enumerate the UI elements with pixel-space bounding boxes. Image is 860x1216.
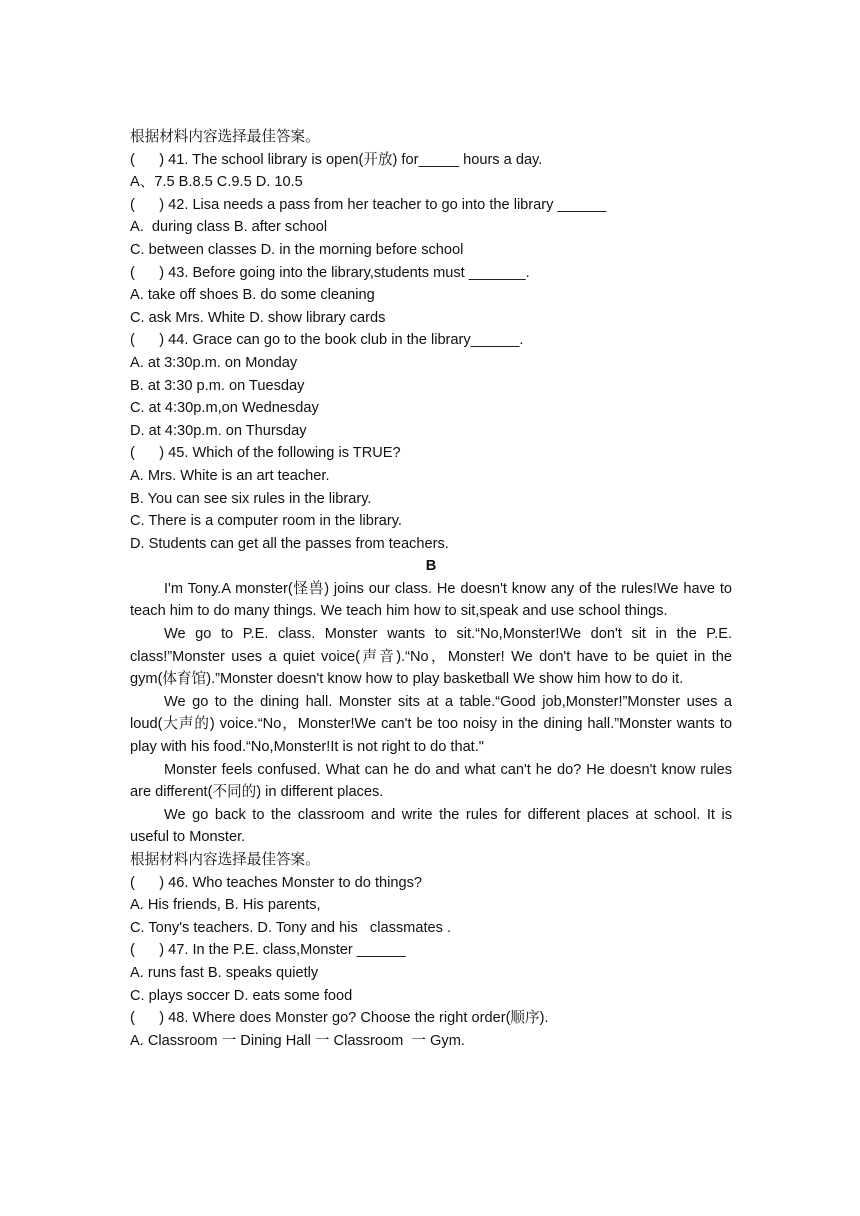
- option-45-c: C. There is a computer room in the library.: [130, 513, 402, 530]
- option-44-d: D. at 4:30p.m. on Thursday: [130, 422, 307, 439]
- passage-paragraph-2: We go to P.E. class. Monster wants to sit.“No,Monster!We don't sit in the P.E. class!”Monster uses a quiet voice(声音).“No，Monster! We don't have to be quiet in the gym(体育馆).”Monster doesn't know how to play basketball We show him how to do it.: [130, 626, 732, 688]
- option-45-a: A. Mrs. White is an art teacher.: [130, 467, 330, 484]
- option-45-b: B. You can see six rules in the library.: [130, 490, 372, 507]
- passage-paragraph-1: I'm Tony.A monster(怪兽) joins our class. He doesn't know any of the rules!We have to teach him to do many things. We teach him how to sit,speak and use school things.: [130, 580, 732, 620]
- options-47-cd: C. plays soccer D. eats some food: [130, 987, 353, 1004]
- question-43: ( ) 43. Before going into the library,students must _______.: [130, 264, 530, 281]
- passage-paragraph-4: Monster feels confused. What can he do and what can't he do? He doesn't know rules are different(不同的) in different places.: [130, 761, 732, 801]
- question-48: ( ) 48. Where does Monster go? Choose the right order(顺序).: [130, 1010, 549, 1027]
- question-47: ( ) 47. In the P.E. class,Monster ______: [130, 942, 406, 959]
- option-45-d: D. Students can get all the passes from teachers.: [130, 535, 449, 552]
- document-page: [130, 126, 732, 1052]
- option-44-b: B. at 3:30 p.m. on Tuesday: [130, 377, 305, 394]
- options-46-cd: C. Tony's teachers. D. Tony and his classmates .: [130, 919, 452, 936]
- question-45: ( ) 45. Which of the following is TRUE?: [130, 445, 401, 462]
- options-43-cd: C. ask Mrs. White D. show library cards: [130, 309, 386, 326]
- question-44: ( ) 44. Grace can go to the book club in the library______.: [130, 332, 524, 349]
- question-42: ( ) 42. Lisa needs a pass from her teacher to go into the library ______: [130, 196, 607, 213]
- options-42-cd: C. between classes D. in the morning before school: [130, 241, 464, 258]
- options-47-ab: A. runs fast B. speaks quietly: [130, 964, 319, 981]
- options-43-ab: A. take off shoes B. do some cleaning: [130, 287, 375, 304]
- options-42-ab: A. during class B. after school: [130, 219, 328, 236]
- instruction-b: 根据材料内容选择最佳答案。: [130, 852, 320, 868]
- option-48-a: A. Classroom 一 Dining Hall 一 Classroom 一 Gym.: [130, 1032, 465, 1049]
- options-46-ab: A. His friends, B. His parents,: [130, 897, 321, 914]
- options-41: A、7.5 B.8.5 C.9.5 D. 10.5: [130, 174, 303, 191]
- question-41: ( ) 41. The school library is open(开放) for_____ hours a day.: [130, 151, 543, 168]
- question-46: ( ) 46. Who teaches Monster to do things?: [130, 874, 423, 891]
- passage-paragraph-3: We go to the dining hall. Monster sits at a table.“Good job,Monster!”Monster uses a loud(大声的) voice.“No，Monster!We can't be too noisy in the dining hall.”Monster wants to play with his food.“No,Monster!It is not right to do that.": [130, 693, 732, 756]
- instruction-a: 根据材料内容选择最佳答案。: [130, 129, 320, 145]
- passage-paragraph-5: We go back to the classroom and write the rules for different places at school. It is useful to Monster.: [130, 806, 732, 846]
- option-44-c: C. at 4:30p.m,on Wednesday: [130, 400, 319, 417]
- option-44-a: A. at 3:30p.m. on Monday: [130, 354, 298, 371]
- section-heading-b: B: [425, 558, 437, 575]
